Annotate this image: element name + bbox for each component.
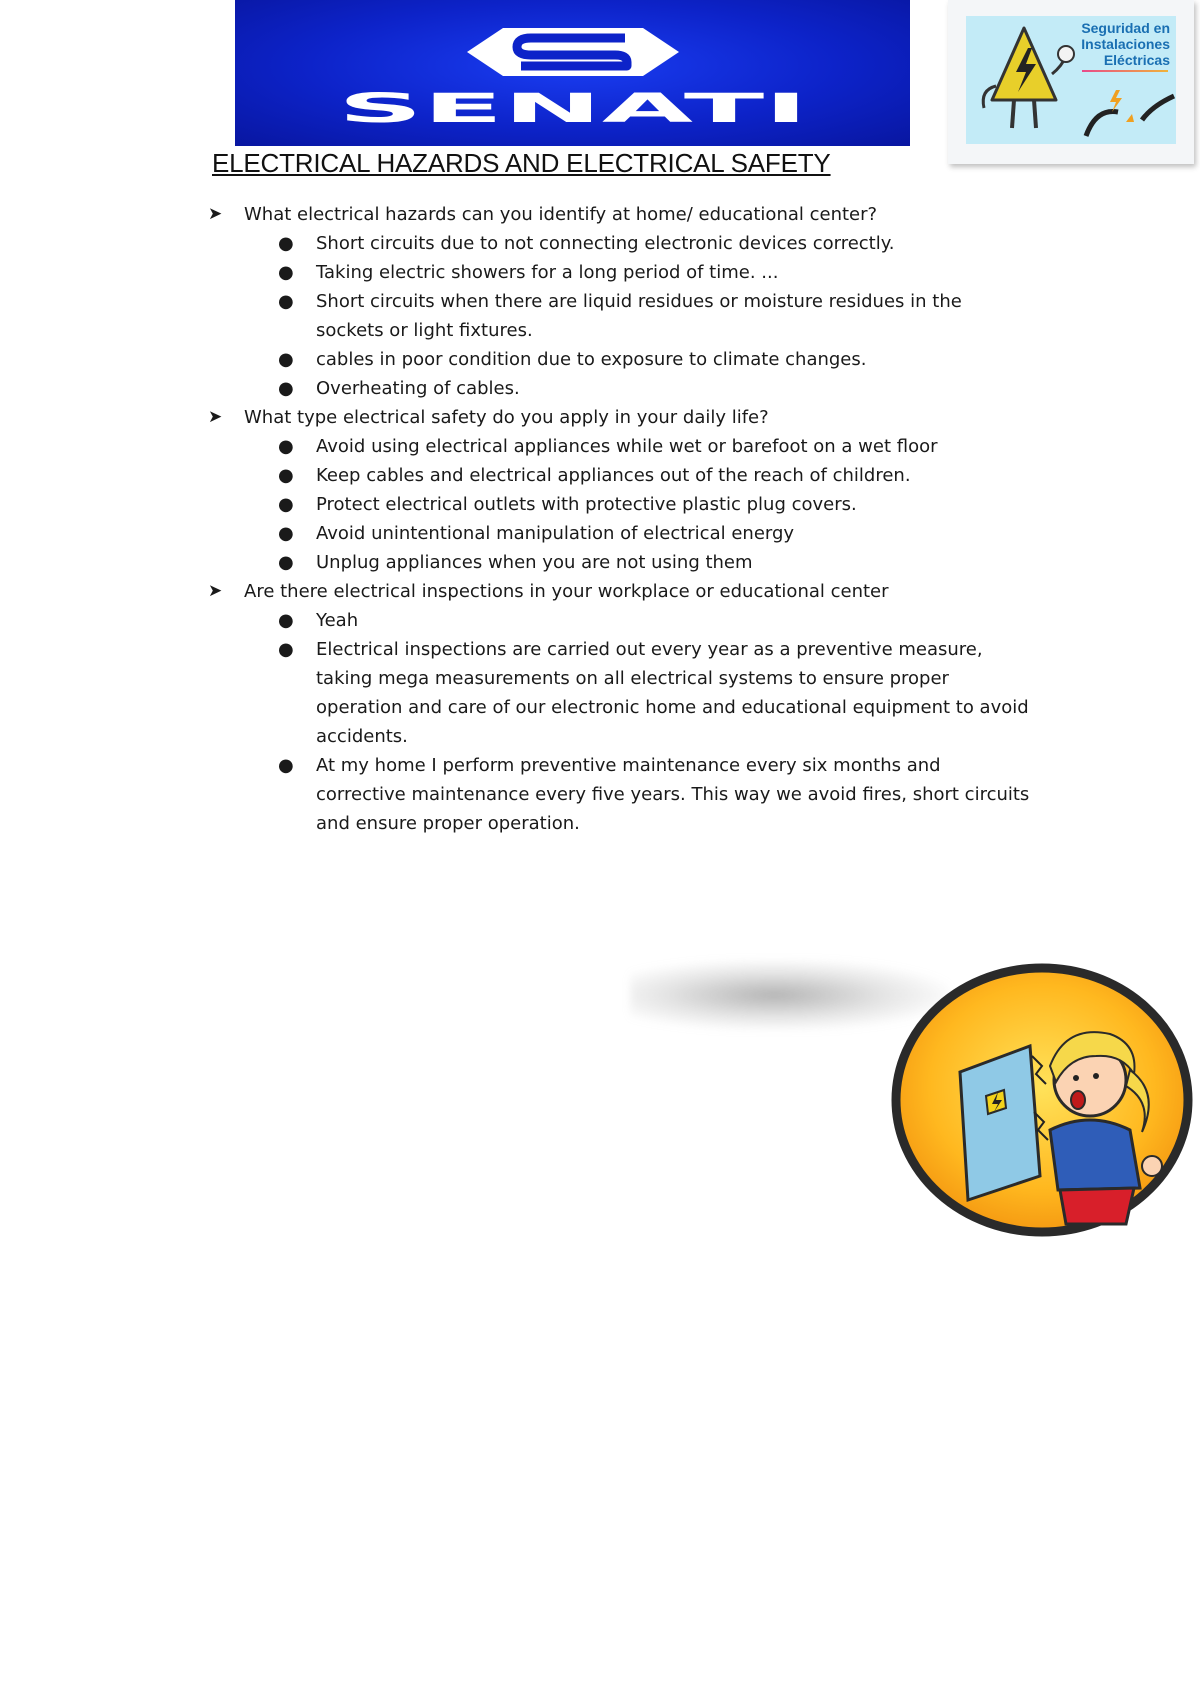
question-text: What type electrical safety do you apply in your daily life? — [244, 407, 769, 428]
list-item-text: Taking electric showers for a long period of time. ... — [316, 262, 779, 283]
round-bullet-icon: ● — [278, 639, 294, 660]
list-item-text: Short circuits due to not connecting electronic devices correctly. — [316, 233, 895, 254]
badge-caption — [1081, 20, 1170, 68]
badge-line-2: Instalaciones — [1081, 36, 1170, 52]
list-item — [0, 461, 1200, 490]
list-item — [0, 635, 1200, 751]
round-bullet-icon: ● — [278, 755, 294, 776]
question-2 — [0, 403, 1200, 432]
round-bullet-icon: ● — [278, 494, 294, 515]
list-item — [0, 432, 1200, 461]
document-body — [0, 200, 1200, 838]
senati-logo-text: SENATI — [338, 86, 808, 132]
senati-logo-icon — [235, 0, 910, 146]
round-bullet-icon: ● — [278, 552, 294, 573]
badge-line-1: Seguridad en — [1081, 20, 1170, 36]
question-3 — [0, 577, 1200, 606]
arrowhead-bullet-icon: ➤ — [208, 204, 223, 224]
round-bullet-icon: ● — [278, 436, 294, 457]
list-item-text: Avoid unintentional manipulation of electrical energy — [316, 523, 795, 544]
list-item-text: Yeah — [316, 610, 359, 631]
arrowhead-bullet-icon: ➤ — [208, 407, 223, 427]
question-text: Are there electrical inspections in your workplace or educational center — [244, 581, 889, 602]
badge-underline — [1082, 70, 1168, 72]
answer-list-3 — [0, 606, 1200, 838]
list-item-text: Protect electrical outlets with protective plastic plug covers. — [316, 494, 857, 515]
list-item-text: Electrical inspections are carried out every year as a preventive measure, taking mega measurements on all electrical systems to ensure proper operation and care of our electronic home and educational equipment to avoid accidents. — [316, 639, 1029, 747]
badge-line-3: Eléctricas — [1103, 52, 1170, 68]
electrical-safety-badge — [948, 0, 1194, 164]
round-bullet-icon: ● — [278, 465, 294, 486]
list-item-text: Overheating of cables. — [316, 378, 520, 399]
round-bullet-icon: ● — [278, 291, 294, 312]
list-item — [0, 229, 1200, 258]
round-bullet-icon: ● — [278, 262, 294, 283]
round-bullet-icon: ● — [278, 378, 294, 399]
round-bullet-icon: ● — [278, 233, 294, 254]
list-item-text: cables in poor condition due to exposure to climate changes. — [316, 349, 867, 370]
list-item — [0, 606, 1200, 635]
list-item — [0, 548, 1200, 577]
round-bullet-icon: ● — [278, 523, 294, 544]
round-bullet-icon: ● — [278, 610, 294, 631]
list-item — [0, 519, 1200, 548]
electric-shock-cartoon-icon — [890, 962, 1196, 1242]
list-item — [0, 345, 1200, 374]
list-item — [0, 258, 1200, 287]
list-item-text: Keep cables and electrical appliances out of the reach of children. — [316, 465, 911, 486]
list-item — [0, 751, 1200, 838]
question-1 — [0, 200, 1200, 229]
answer-list-2 — [0, 432, 1200, 577]
list-item — [0, 490, 1200, 519]
senati-logo-banner — [235, 0, 910, 146]
answer-list-1 — [0, 229, 1200, 403]
badge-panel — [966, 16, 1176, 144]
question-text: What electrical hazards can you identify at home/ educational center? — [244, 204, 878, 225]
arrowhead-bullet-icon: ➤ — [208, 581, 223, 601]
list-item-text: At my home I perform preventive maintenance every six months and corrective maintenance every five years. This way we avoid fires, short circuits and ensure proper operation. — [316, 755, 1030, 834]
list-item — [0, 374, 1200, 403]
list-item — [0, 287, 1200, 345]
list-item-text: Short circuits when there are liquid residues or moisture residues in the sockets or light fixtures. — [316, 291, 962, 341]
page-title: ELECTRICAL HAZARDS AND ELECTRICAL SAFETY — [212, 148, 831, 178]
list-item-text: Avoid using electrical appliances while wet or barefoot on a wet floor — [316, 436, 938, 457]
round-bullet-icon: ● — [278, 349, 294, 370]
list-item-text: Unplug appliances when you are not using them — [316, 552, 753, 573]
